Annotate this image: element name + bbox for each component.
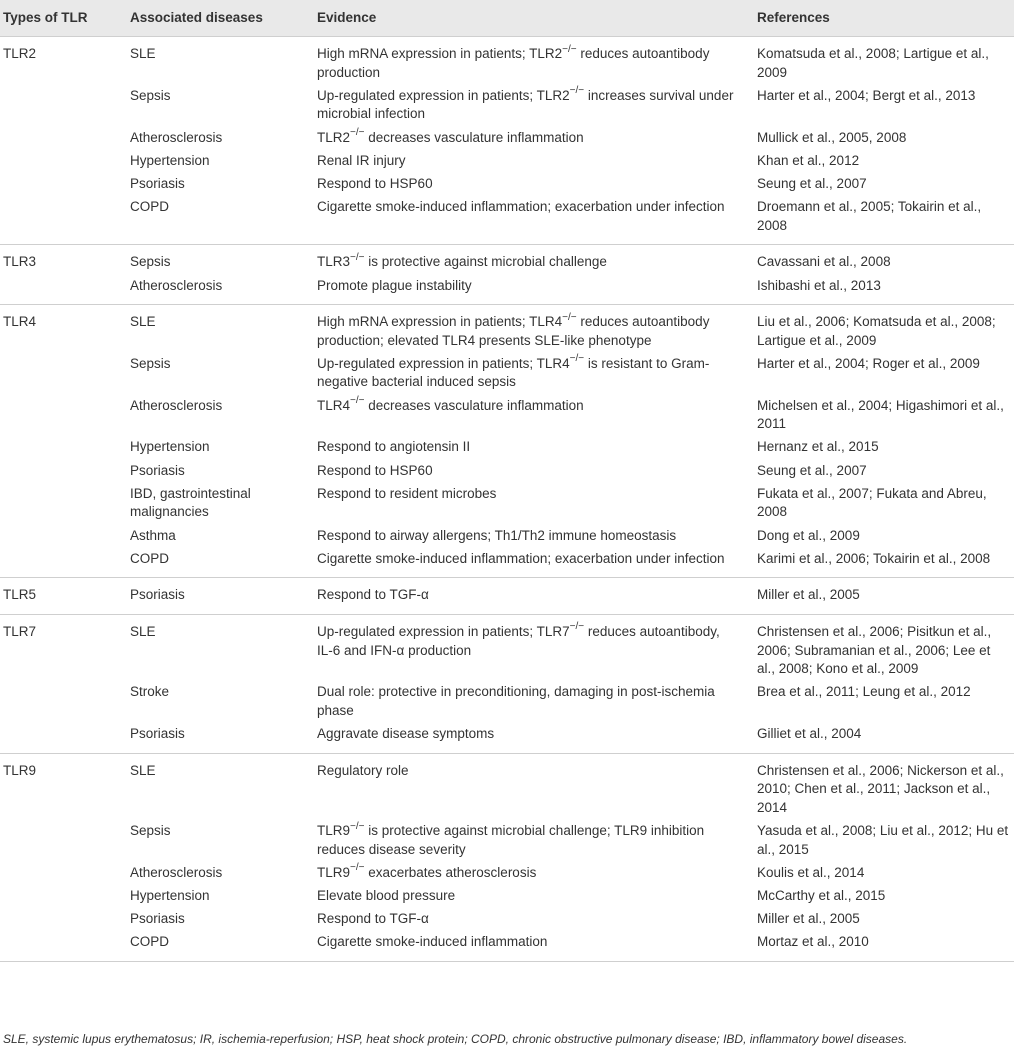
cell-references: Miller et al., 2005 [757, 911, 860, 927]
table-row [0, 762, 1014, 818]
table-row [0, 822, 1014, 859]
cell-disease: Hypertension [130, 439, 210, 455]
table-row [0, 623, 1014, 679]
cell-evidence: Elevate blood pressure [317, 888, 456, 904]
cell-references: Karimi et al., 2006; Tokairin et al., 2008 [757, 550, 991, 566]
table-row [0, 175, 1014, 194]
table-row [0, 887, 1014, 906]
cell-disease: Psoriasis [130, 462, 185, 478]
cell-references: Harter et al., 2004; Bergt et al., 2013 [757, 87, 976, 103]
cell-evidence: High mRNA expression in patients; TLR2−/− reduces autoantibody production [317, 43, 710, 80]
cell-disease: Psoriasis [130, 587, 185, 603]
cell-disease: COPD [130, 550, 170, 566]
cell-evidence: Respond to airway allergens; Th1/Th2 immune homeostasis [317, 527, 677, 543]
cell-evidence: TLR3−/− is protective against microbial challenge [317, 251, 607, 270]
cell-evidence: Respond to TGF-α [317, 587, 429, 603]
cell-references: Christensen et al., 2006; Pisitkun et al., 2006; Subramanian et al., 2006; Lee et al., 2008; Kono et al., 2009 [757, 623, 992, 677]
cell-disease: COPD [130, 934, 170, 950]
header-types-of-tlr: Types of TLR [3, 10, 88, 25]
cell-references: Yasuda et al., 2008; Liu et al., 2012; Hu et al., 2015 [757, 823, 1009, 857]
cell-disease: Atherosclerosis [130, 129, 223, 145]
table-row [0, 438, 1014, 457]
cell-evidence: Respond to HSP60 [317, 462, 433, 478]
table-row [0, 198, 1014, 235]
cell-disease: Sepsis [130, 355, 171, 371]
cell-evidence: Cigarette smoke-induced inflammation; exacerbation under infection [317, 199, 725, 215]
cell-evidence: TLR9−/− is protective against microbial challenge; TLR9 inhibition reduces disease severity [317, 820, 705, 857]
tlr-group-tlr5 [0, 578, 1014, 615]
cell-references: Fukata et al., 2007; Fukata and Abreu, 2008 [757, 485, 987, 520]
header-associated-diseases: Associated diseases [130, 10, 263, 25]
table-row [0, 355, 1014, 392]
cell-references: Miller et al., 2005 [757, 587, 860, 603]
table-row [0, 313, 1014, 350]
cell-references: Christensen et al., 2006; Nickerson et al., 2010; Chen et al., 2011; Jackson et al., 2014 [757, 762, 1004, 815]
cell-references: Mullick et al., 2005, 2008 [757, 129, 907, 145]
cell-references: Koulis et al., 2014 [757, 864, 865, 880]
cell-references: Brea et al., 2011; Leung et al., 2012 [757, 684, 971, 700]
cell-evidence: Aggravate disease symptoms [317, 726, 495, 742]
cell-references: Mortaz et al., 2010 [757, 934, 869, 950]
cell-disease: Atherosclerosis [130, 397, 223, 413]
cell-disease: SLE [130, 314, 156, 330]
cell-evidence: Up-regulated expression in patients; TLR2−/− increases survival under microbial infection [317, 85, 734, 122]
cell-disease: SLE [130, 623, 156, 639]
table-row [0, 933, 1014, 952]
cell-evidence: Respond to resident microbes [317, 485, 497, 501]
table-row [0, 45, 1014, 82]
cell-disease: Hypertension [130, 888, 210, 904]
table-row [0, 683, 1014, 720]
table-row [0, 725, 1014, 744]
tlr-group-tlr4 [0, 305, 1014, 578]
cell-references: Khan et al., 2012 [757, 152, 860, 168]
cell-evidence: Renal IR injury [317, 152, 406, 168]
cell-evidence: Regulatory role [317, 762, 409, 778]
table-row [0, 397, 1014, 434]
table-footnote: SLE, systemic lupus erythematosus; IR, ischemia-reperfusion; HSP, heat shock protein; COPD, chronic obstructive pulmonary disease; IBD, inflammatory bowel diseases. [3, 1032, 908, 1046]
cell-tlr-type: TLR4 [3, 314, 37, 330]
cell-references: Droemann et al., 2005; Tokairin et al., 2008 [757, 199, 982, 233]
header-references: References [757, 10, 830, 25]
table-header [0, 0, 1014, 37]
table-row [0, 152, 1014, 171]
cell-evidence: Dual role: protective in preconditioning, damaging in post-ischemia phase [317, 684, 715, 718]
cell-references: Cavassani et al., 2008 [757, 254, 891, 270]
tlr-group-tlr7 [0, 615, 1014, 754]
cell-tlr-type: TLR3 [3, 254, 37, 270]
cell-disease: SLE [130, 762, 156, 778]
table-row [0, 485, 1014, 522]
tlr-group-tlr9 [0, 754, 1014, 962]
cell-tlr-type: TLR5 [3, 587, 37, 603]
cell-disease: Sepsis [130, 254, 171, 270]
cell-evidence: Respond to angiotensin II [317, 439, 471, 455]
cell-disease: Atherosclerosis [130, 864, 223, 880]
table-row [0, 87, 1014, 124]
cell-evidence: High mRNA expression in patients; TLR4−/− reduces autoantibody production; elevated TLR4 presents SLE-like phenotype [317, 311, 710, 348]
cell-evidence: TLR4−/− decreases vasculature inflammation [317, 395, 584, 413]
table-row [0, 864, 1014, 883]
cell-evidence: Up-regulated expression in patients; TLR7−/− reduces autoantibody, IL-6 and IFN-α production [317, 621, 720, 658]
header-evidence: Evidence [317, 10, 377, 25]
cell-evidence: Cigarette smoke-induced inflammation; exacerbation under infection [317, 550, 725, 566]
cell-disease: Sepsis [130, 87, 171, 103]
cell-references: Ishibashi et al., 2013 [757, 277, 881, 293]
table-row [0, 910, 1014, 929]
cell-references: Dong et al., 2009 [757, 527, 860, 543]
table-row [0, 462, 1014, 481]
cell-evidence: Up-regulated expression in patients; TLR4−/− is resistant to Gram-negative bacterial induced sepsis [317, 353, 710, 390]
cell-references: Gilliet et al., 2004 [757, 726, 862, 742]
cell-disease: Sepsis [130, 823, 171, 839]
table-row [0, 586, 1014, 605]
cell-tlr-type: TLR9 [3, 762, 37, 778]
cell-disease: Psoriasis [130, 175, 185, 191]
table-row [0, 253, 1014, 272]
cell-disease: SLE [130, 46, 156, 61]
cell-evidence: Respond to HSP60 [317, 175, 433, 191]
cell-references: McCarthy et al., 2015 [757, 888, 886, 904]
cell-references: Liu et al., 2006; Komatsuda et al., 2008; Lartigue et al., 2009 [757, 314, 996, 348]
tlr-group-tlr3 [0, 245, 1014, 305]
cell-disease: Atherosclerosis [130, 277, 223, 293]
cell-references: Michelsen et al., 2004; Higashimori et al., 2011 [757, 397, 1004, 432]
cell-tlr-type: TLR7 [3, 623, 37, 639]
tlr-group-tlr2 [0, 37, 1014, 245]
cell-evidence: Cigarette smoke-induced inflammation [317, 934, 548, 950]
cell-disease: COPD [130, 199, 170, 215]
cell-disease: Psoriasis [130, 726, 185, 742]
cell-references: Seung et al., 2007 [757, 462, 867, 478]
table-row [0, 277, 1014, 296]
table-row [0, 129, 1014, 148]
cell-tlr-type: TLR2 [3, 46, 37, 61]
cell-disease: Stroke [130, 684, 170, 700]
table-row [0, 527, 1014, 546]
cell-evidence: TLR2−/− decreases vasculature inflammation [317, 127, 584, 145]
cell-references: Seung et al., 2007 [757, 175, 867, 191]
cell-references: Harter et al., 2004; Roger et al., 2009 [757, 355, 980, 371]
cell-disease: Psoriasis [130, 911, 185, 927]
cell-evidence: Respond to TGF-α [317, 911, 429, 927]
cell-evidence: Promote plague instability [317, 277, 472, 293]
table-row [0, 550, 1014, 569]
cell-references: Hernanz et al., 2015 [757, 439, 879, 455]
cell-disease: IBD, gastrointestinal malignancies [130, 485, 251, 520]
cell-references: Komatsuda et al., 2008; Lartigue et al., 2009 [757, 46, 989, 80]
cell-disease: Asthma [130, 527, 176, 543]
cell-disease: Hypertension [130, 152, 210, 168]
cell-evidence: TLR9−/− exacerbates atherosclerosis [317, 862, 537, 880]
table-body [0, 37, 1014, 962]
